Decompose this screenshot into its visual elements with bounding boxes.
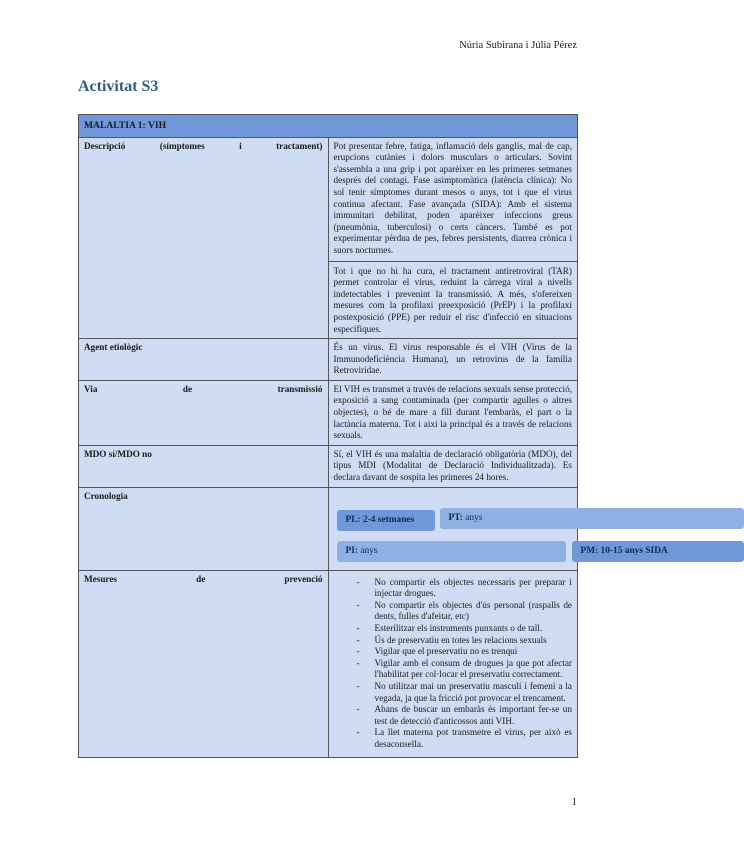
row-cronologia [79, 487, 578, 570]
chronology-bar-pm [572, 541, 744, 562]
row-descripcio [79, 137, 578, 339]
pl-prefix: PL: [345, 514, 361, 525]
chronology-bar-pl [337, 510, 435, 531]
list-item: - No utilitzar mai un preservatiu masculí i femení a la vegada, ja que la fricció pot provocar el trencament. [375, 681, 573, 704]
list-item: - No compartir els objectes necessaris per preparar i injectar drogues. [375, 577, 573, 600]
pt-value: anys [465, 512, 483, 523]
pi-value: anys [360, 545, 378, 556]
disease-table [78, 114, 668, 758]
label-mesures: Mesures de prevenció [79, 570, 329, 757]
label-mdo: MDO sí/MDO no [79, 445, 329, 487]
prevention-list [334, 577, 573, 751]
row-mesures [79, 570, 578, 757]
agent-text: És un virus. El virus responsable és el VIH (Virus de la Immunodeficiència Humana), un retrovirus de la família Retroviridae. [333, 342, 572, 376]
chronology-bar-pt [440, 508, 744, 529]
chronology-bar-pi [337, 541, 566, 562]
list-item: - La llet materna pot transmetre el virus, per això es desaconsella. [375, 727, 573, 750]
descripcio-symptoms: Pot presentar febre, fatiga, inflamació dels ganglis, mal de cap, erupcions cutànies i dolors musculars o articulars. Sovint s'assembla a una grip i pot aparèixer en les primeres setmanes després del contagi. Fase asimptomàtica (latència clínica): No sol tenir símptomes durant mesos o anys, tot i que el virus continua afectant. Fase avançada (SIDA): Amb el sistema immunitari debilitat, poden aparèixer infeccions greus (pneumònia, tuberculosi) o certs càncers. També es pot experimentar pèrdua de pes, febres persistents, diarrea crònica i suors nocturnes. [333, 140, 572, 255]
pm-value: 10-15 anys SIDA [600, 545, 668, 556]
page-number: 1 [571, 796, 577, 808]
list-item: - Ús de preservatiu en totes les relacions sexuals [375, 635, 573, 647]
label-agent: Agent etiològic [79, 339, 329, 381]
table-heading-row [79, 115, 578, 138]
via-text: El VIH es transmet a través de relacions sexuals sense protecció, exposició a sang contaminada (per compartir agulles o altres objectes), o bé de mare a fill durant l'embaràs, el part o la lactància materna. Tot i així la principal és a través de relacions sexuals. [333, 383, 572, 441]
list-item: - Vigilar que el preservatiu no es trenqui [375, 646, 573, 658]
pl-value: 2-4 setmanes [362, 514, 415, 525]
list-item: - Abans de buscar un embaràs és important fer-se un test de detecció d'anticossos anti VIH. [375, 704, 573, 727]
list-item: - Vigilar amb el consum de drogues ja que pot afectar l'habilitat per col·locar el preservatiu correctament. [375, 658, 573, 681]
row-mdo [79, 445, 578, 487]
cell-mdo [328, 445, 578, 487]
list-item: - No compartir els objectes d'ús personal (raspalls de dents, fulles d'afeitar, etc) [375, 600, 573, 623]
pm-prefix: PM: [580, 545, 599, 556]
header-authors: Núria Subirana i Júlia Pérez [459, 40, 577, 51]
descripcio-treatment: Tot i que no hi ha cura, el tractament antiretroviral (TAR) permet controlar el virus, reduint la càrrega viral a nivells indetectables i prevenint la transmissió. A més, s'ofereixen mesures com la profilaxi preexposició (PrEP) i la profilaxi postexposició (PPE) per reduir el risc d'infecció en situacions específiques. [333, 265, 572, 334]
cell-agent [328, 339, 578, 381]
row-via [79, 380, 578, 445]
label-descripcio: Descripció (símptomes i tractament) [79, 137, 329, 339]
cell-descripcio [328, 137, 578, 339]
pi-prefix: PI: [345, 545, 358, 556]
pt-prefix: PT: [448, 512, 463, 523]
cell-mesures [328, 570, 578, 757]
row-agent [79, 339, 578, 381]
mdo-text: Sí, el VIH és una malaltia de declaració obligatòria (MDO), del tipus MDI (Modalitat de Declaració Individualitzada). Es declara davant de sospita les primeres 24 hores. [333, 448, 572, 483]
table-heading: MALALTIA 1: VIH [79, 115, 578, 138]
cell-divider [329, 261, 578, 262]
list-item: - Esterilitzar els instruments punxants o de tall. [375, 623, 573, 635]
cell-cronologia [328, 487, 668, 570]
page-title: Activitat S3 [78, 78, 159, 95]
chronology-diagram [334, 491, 668, 567]
cell-via [328, 380, 578, 445]
label-via: Via de transmissió [79, 380, 329, 445]
label-cronologia: Cronologia [79, 487, 329, 570]
